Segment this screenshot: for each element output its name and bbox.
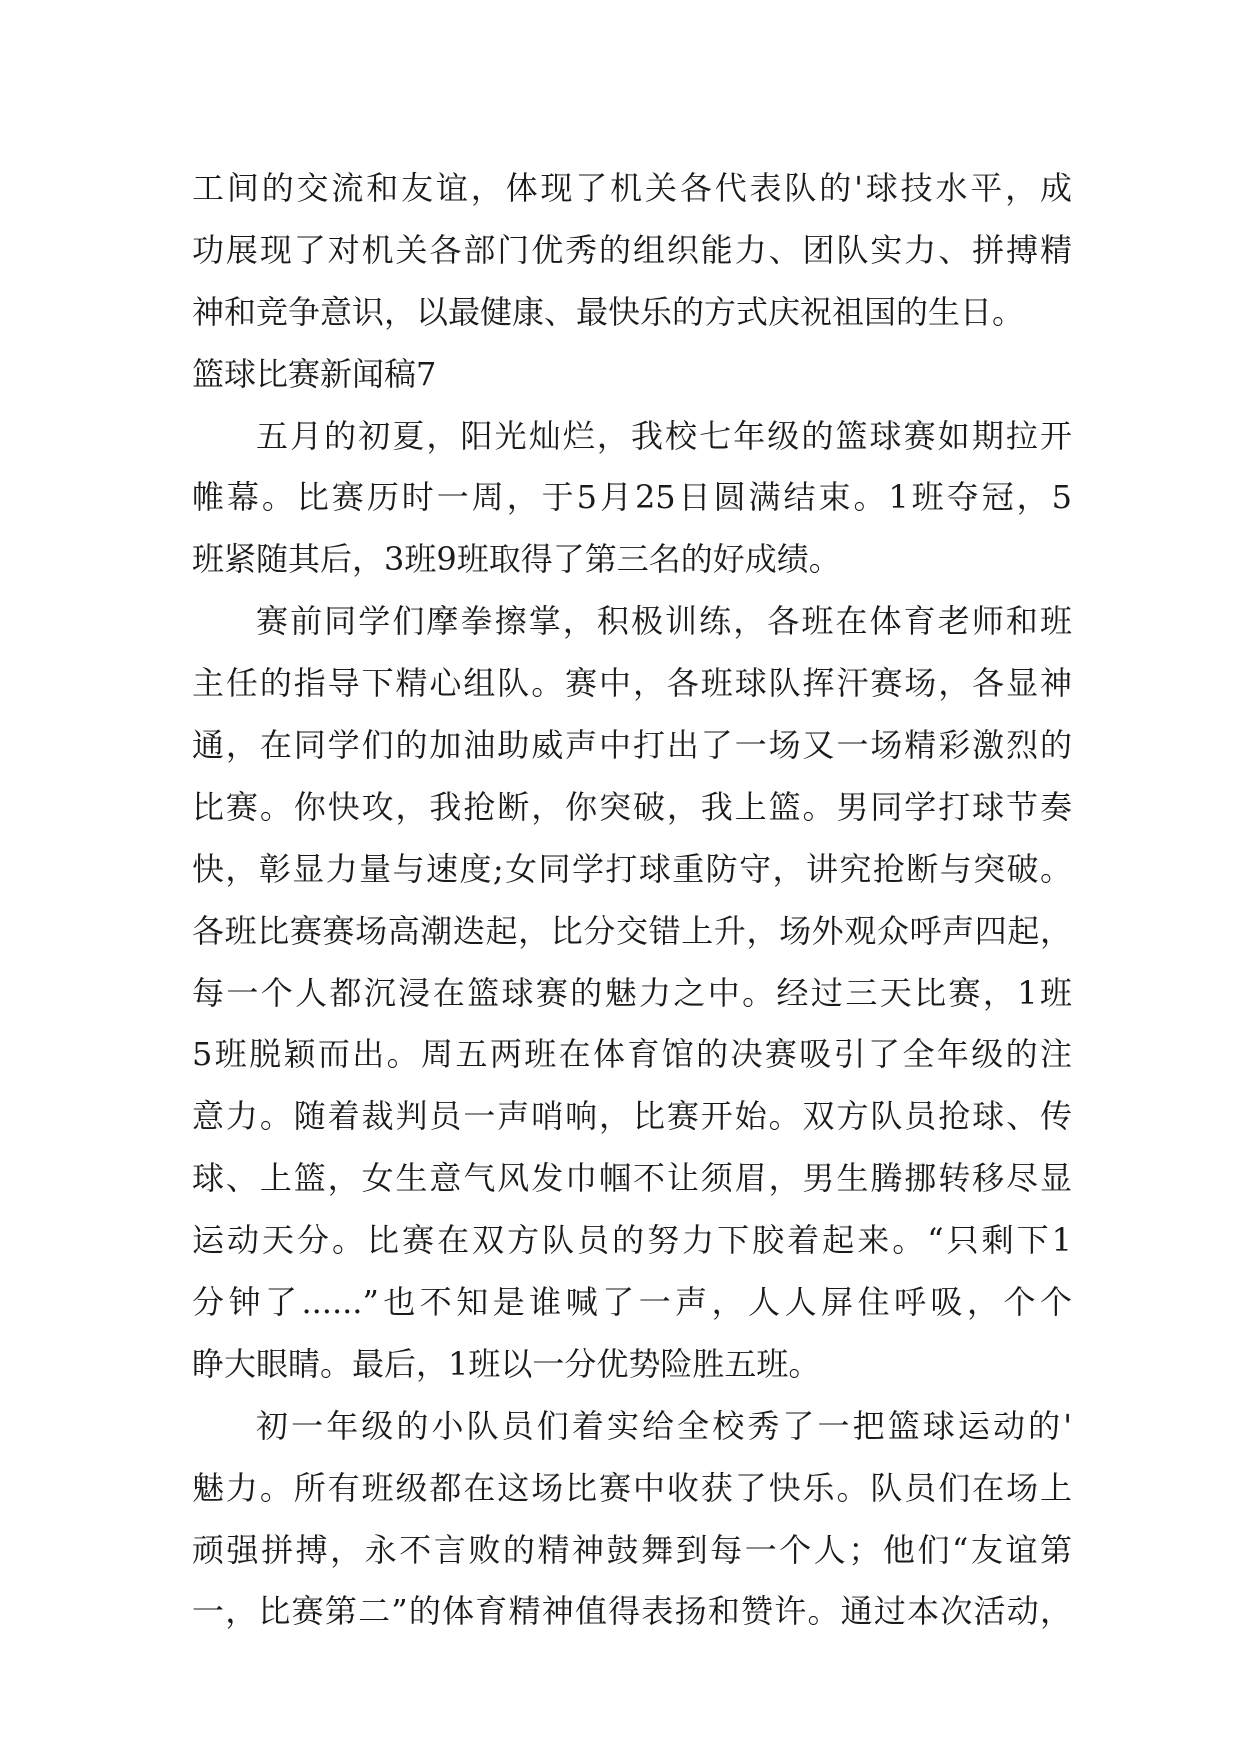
text-line: 班紧随其后，3班9班取得了第三名的好成绩。	[192, 540, 841, 579]
text-line: 意力。随着裁判员一声哨响，比赛开始。双方队员抢球、传	[192, 1097, 1072, 1136]
article-heading: 篮球比赛新闻稿7	[192, 354, 437, 393]
text-line: 分钟了......”也不知是谁喊了一声，人人屏住呼吸，个个	[192, 1283, 1072, 1322]
text-line: 顽强拼搏，永不言败的精神鼓舞到每一个人；他们“友谊第	[192, 1530, 1072, 1569]
text-line: 初一年级的小队员们着实给全校秀了一把篮球运动的'	[256, 1406, 1072, 1445]
text-line: 帷幕。比赛历时一周，于5月25日圆满结束。1班夺冠，5	[192, 478, 1072, 517]
text-line: 各班比赛赛场高潮迭起，比分交错上升，场外观众呼声四起，	[192, 911, 1072, 950]
text-line: 睁大眼睛。最后，1班以一分优势险胜五班。	[192, 1344, 821, 1383]
text-line: 神和竞争意识，以最健康、最快乐的方式庆祝祖国的生日。	[192, 292, 1025, 331]
text-line: 工间的交流和友谊，体现了机关各代表队的'球技水平，成	[192, 169, 1072, 207]
text-line: 魅力。所有班级都在这场比赛中收获了快乐。队员们在场上	[192, 1468, 1072, 1507]
text-line: 五月的初夏，阳光灿烂，我校七年级的篮球赛如期拉开	[256, 416, 1072, 455]
text-line: 赛前同学们摩拳擦掌，积极训练，各班在体育老师和班	[256, 602, 1072, 641]
text-line: 主任的指导下精心组队。赛中，各班球队挥汗赛场，各显神	[192, 664, 1072, 703]
text-line: 球、上篮，女生意气风发巾帼不让须眉，男生腾挪转移尽显	[192, 1159, 1072, 1198]
text-line: 运动天分。比赛在双方队员的努力下胶着起来。“只剩下1	[192, 1221, 1072, 1260]
text-line: 一，比赛第二”的体育精神值得表扬和赞许。通过本次活动，	[192, 1592, 1072, 1631]
article-body	[192, 158, 1072, 1643]
text-line: 比赛。你快攻，我抢断，你突破，我上篮。男同学打球节奏	[192, 787, 1072, 826]
text-line: 5班脱颖而出。周五两班在体育馆的决赛吸引了全年级的注	[192, 1035, 1072, 1074]
text-line: 每一个人都沉浸在篮球赛的魅力之中。经过三天比赛，1班	[192, 973, 1072, 1012]
text-line: 快，彰显力量与速度;女同学打球重防守，讲究抢断与突破。	[192, 849, 1072, 888]
text-line: 通，在同学们的加油助威声中打出了一场又一场精彩激烈的	[192, 726, 1072, 765]
text-line: 功展现了对机关各部门优秀的组织能力、团队实力、拼搏精	[192, 230, 1072, 269]
